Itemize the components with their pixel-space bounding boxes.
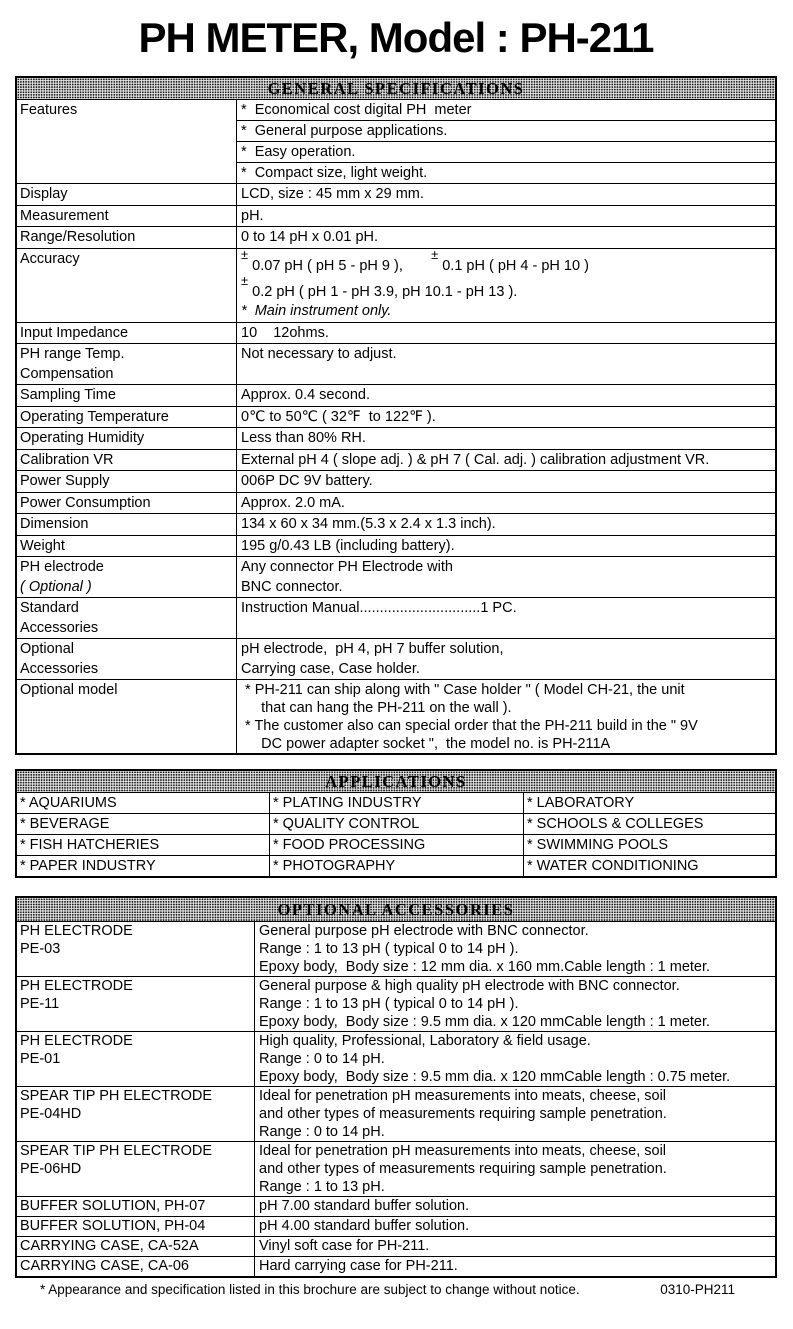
accessory-model: PE-03	[20, 941, 61, 958]
footer-note: * Appearance and specification listed in this brochure are subject to change without notice.	[40, 1282, 580, 1298]
accessory-row-ph-07	[17, 1196, 775, 1216]
accessory-row-pe-03	[17, 921, 775, 976]
spec-label-features: Features	[20, 102, 78, 118]
description-line: Ideal for penetration pH measurements into meats, cheese, soil	[259, 1143, 667, 1160]
label-line: PH range Temp.	[20, 346, 125, 363]
optional-accessories-header: OPTIONAL ACCESSORIES	[277, 900, 515, 920]
description-line: Range : 0 to 14 pH.	[259, 1051, 385, 1068]
application-item: * WATER CONDITIONING	[523, 856, 775, 876]
description-line: Epoxy body, Body size : 9.5 mm dia. x 120 mmCable length : 1 meter.	[259, 1014, 711, 1031]
spec-row-power-supply	[17, 470, 775, 492]
spec-label-optional-accessories	[17, 639, 236, 679]
spec-label-accuracy: Accuracy	[20, 250, 80, 267]
description-line: Range : 1 to 13 pH ( typical 0 to 14 pH ).	[259, 941, 519, 958]
accuracy-line-1	[241, 246, 773, 276]
description-line: Range : 1 to 13 pH.	[259, 1179, 385, 1196]
spec-value-operating-humidity: Less than 80% RH.	[236, 428, 775, 449]
accuracy-text: 0.1 pH ( pH 4 - pH 10 )	[438, 257, 589, 274]
spec-value-accuracy	[236, 246, 775, 322]
application-item: * PAPER INDUSTRY	[20, 858, 156, 875]
description-line: and other types of measurements requiring sample penetration.	[259, 1161, 667, 1178]
accessory-name: SPEAR TIP PH ELECTRODE	[20, 1143, 213, 1160]
value-line: BNC connector.	[241, 578, 343, 595]
applications-header-band	[17, 771, 775, 792]
application-item: * QUALITY CONTROL	[269, 814, 523, 834]
spec-label-operating-temperature: Operating Temperature	[20, 408, 169, 425]
description-line: Range : 0 to 14 pH.	[259, 1124, 385, 1141]
general-specifications-header-band	[17, 78, 775, 99]
feature-item: * Economical cost digital PH meter	[237, 100, 775, 121]
spec-label-standard-accessories	[17, 598, 236, 638]
spec-value-calibration-vr: External pH 4 ( slope adj. ) & pH 7 ( Cal. adj. ) calibration adjustment VR.	[236, 450, 775, 471]
spec-label-ph-range-temp-compensation	[17, 344, 236, 384]
label-line: PH electrode	[20, 559, 104, 576]
accessory-name: PH ELECTRODE	[20, 978, 133, 995]
accessory-label	[17, 1032, 254, 1086]
plus-minus-sign: ±	[241, 246, 249, 262]
description-line: General purpose pH electrode with BNC connector.	[259, 923, 589, 940]
spec-value-measurement: pH.	[236, 206, 775, 227]
plus-minus-sign: ±	[241, 272, 249, 288]
accessory-label	[17, 1142, 254, 1196]
general-specifications-table	[15, 76, 777, 755]
accessory-label	[17, 922, 254, 976]
feature-item: * General purpose applications.	[237, 121, 775, 142]
spec-value-ph-range-temp-compensation: Not necessary to adjust.	[236, 344, 775, 384]
description-line: Epoxy body, Body size : 12 mm dia. x 160 mm.Cable length : 1 meter.	[259, 959, 711, 976]
accessory-description	[254, 922, 775, 976]
spec-label-operating-humidity: Operating Humidity	[20, 430, 145, 447]
accessory-row-pe-04hd	[17, 1086, 775, 1141]
label-line: Standard	[20, 600, 79, 617]
accessory-row-pe-01	[17, 1031, 775, 1086]
label-line-optional: ( Optional )	[20, 578, 92, 595]
spec-row-standard-accessories	[17, 597, 775, 638]
description-line: General purpose & high quality pH electrode with BNC connector.	[259, 978, 680, 995]
spec-value-power-supply: 006P DC 9V battery.	[236, 471, 775, 492]
value-line: * PH-211 can ship along with " Case holder " ( Model CH-21, the unit	[241, 682, 685, 699]
accessory-description: Vinyl soft case for PH-211.	[254, 1237, 775, 1256]
value-line: * The customer also can special order that the PH-211 build in the " 9V	[241, 718, 698, 735]
value-line: that can hang the PH-211 on the wall ).	[241, 700, 512, 717]
spec-label-power-supply: Power Supply	[20, 473, 110, 490]
spec-label-input-impedance: Input Impedance	[20, 324, 129, 341]
spec-label-display: Display	[20, 186, 68, 202]
spec-row-operating-humidity	[17, 427, 775, 449]
accuracy-text: 0.2 pH ( pH 1 - pH 3.9, pH 10.1 - pH 13 ).	[248, 283, 518, 300]
feature-item: * Compact size, light weight.	[241, 165, 428, 181]
value-line: DC power adapter socket ", the model no. is PH-211A	[241, 736, 611, 753]
spec-row-display	[17, 183, 775, 205]
spec-label-optional-model: Optional model	[20, 682, 118, 699]
spec-row-optional-model	[17, 679, 775, 753]
general-specifications-header: GENERAL SPECIFICATIONS	[267, 79, 525, 98]
spec-value-range-resolution: 0 to 14 pH x 0.01 pH.	[236, 227, 775, 248]
spec-row-input-impedance	[17, 322, 775, 344]
applications-row	[17, 813, 775, 834]
plus-minus-sign: ±	[431, 246, 439, 262]
accessory-name: PH ELECTRODE	[20, 923, 133, 940]
accessory-description	[254, 977, 775, 1031]
spec-row-dimension	[17, 513, 775, 535]
spec-value-features	[236, 100, 775, 183]
footer	[15, 1278, 777, 1298]
accuracy-line-2	[241, 272, 773, 302]
spec-row-features	[17, 99, 775, 183]
description-line: Epoxy body, Body size : 9.5 mm dia. x 120 mmCable length : 0.75 meter.	[259, 1069, 731, 1086]
footer-document-code: 0310-PH211	[660, 1282, 735, 1298]
spec-row-ph-range-temp-compensation	[17, 343, 775, 384]
applications-header: APPLICATIONS	[325, 772, 467, 792]
accessory-name: SPEAR TIP PH ELECTRODE	[20, 1088, 213, 1105]
accessory-row-pe-06hd	[17, 1141, 775, 1196]
applications-row	[17, 834, 775, 855]
accessory-name: BUFFER SOLUTION, PH-07	[20, 1198, 206, 1215]
spec-label-dimension: Dimension	[20, 516, 89, 533]
value-line: Carrying case, Case holder.	[241, 660, 420, 677]
accessory-row-ph-04	[17, 1216, 775, 1236]
spec-row-range-resolution	[17, 226, 775, 248]
applications-table	[15, 769, 777, 878]
spec-row-operating-temperature	[17, 406, 775, 428]
value-line: pH electrode, pH 4, pH 7 buffer solution,	[241, 641, 504, 658]
application-item: * SWIMMING POOLS	[523, 835, 775, 855]
spec-value-ph-electrode	[236, 557, 775, 597]
optional-accessories-header-band	[17, 898, 775, 921]
description-line: Ideal for penetration pH measurements into meats, cheese, soil	[259, 1088, 667, 1105]
application-item: * AQUARIUMS	[20, 795, 117, 812]
application-item: * SCHOOLS & COLLEGES	[523, 814, 775, 834]
description-line: and other types of measurements requiring sample penetration.	[259, 1106, 667, 1123]
accessory-row-pe-11	[17, 976, 775, 1031]
accessory-row-ca-52a	[17, 1236, 775, 1256]
spec-row-calibration-vr	[17, 449, 775, 471]
accessory-model: PE-06HD	[20, 1161, 82, 1178]
label-line: Compensation	[20, 365, 114, 382]
spec-label-calibration-vr: Calibration VR	[20, 451, 114, 468]
accessory-name: CARRYING CASE, CA-06	[20, 1258, 189, 1275]
accuracy-text: 0.07 pH ( pH 5 - pH 9 ),	[248, 257, 432, 274]
spec-value-sampling-time: Approx. 0.4 second.	[236, 385, 775, 406]
spec-row-optional-accessories	[17, 638, 775, 679]
optional-accessories-table	[15, 896, 777, 1278]
accessory-model: PE-01	[20, 1051, 61, 1068]
application-item: * PHOTOGRAPHY	[269, 856, 523, 876]
spec-row-ph-electrode	[17, 556, 775, 597]
spec-row-sampling-time	[17, 384, 775, 406]
spec-value-optional-model	[236, 680, 775, 753]
page-title: PH METER, Model : PH-211	[138, 14, 654, 61]
spec-label-weight: Weight	[20, 537, 65, 554]
application-item: * FOOD PROCESSING	[269, 835, 523, 855]
accuracy-note: * Main instrument only.	[241, 303, 392, 320]
label-line: Optional	[20, 641, 75, 658]
accessory-description	[254, 1032, 775, 1086]
label-line: Accessories	[20, 619, 99, 636]
value-line: Any connector PH Electrode with	[241, 559, 453, 576]
spec-value-standard-accessories: Instruction Manual..............................1 PC.	[236, 598, 775, 638]
spec-row-weight	[17, 535, 775, 557]
feature-item: * Easy operation.	[237, 142, 775, 163]
applications-row	[17, 792, 775, 813]
accessory-description: Hard carrying case for PH-211.	[254, 1257, 775, 1276]
spec-row-accuracy	[17, 248, 775, 322]
application-item: * FISH HATCHERIES	[20, 837, 160, 854]
accessory-name: PH ELECTRODE	[20, 1033, 133, 1050]
accessory-name: CARRYING CASE, CA-52A	[20, 1238, 199, 1255]
accessory-label	[17, 977, 254, 1031]
application-item: * PLATING INDUSTRY	[269, 793, 523, 813]
spec-value-optional-accessories	[236, 639, 775, 679]
description-line: Range : 1 to 13 pH ( typical 0 to 14 pH ).	[259, 996, 519, 1013]
spec-value-power-consumption: Approx. 2.0 mA.	[236, 493, 775, 514]
label-line: Accessories	[20, 660, 99, 677]
accessory-model: PE-04HD	[20, 1106, 82, 1123]
accessory-description: pH 7.00 standard buffer solution.	[254, 1197, 775, 1216]
spec-value-weight: 195 g/0.43 LB (including battery).	[236, 536, 775, 557]
spec-value-operating-temperature: 0℃ to 50℃ ( 32℉ to 122℉ ).	[236, 407, 775, 428]
spec-row-power-consumption	[17, 492, 775, 514]
accessory-model: PE-11	[20, 996, 60, 1013]
spec-label-power-consumption: Power Consumption	[20, 494, 151, 511]
application-item: * LABORATORY	[523, 793, 775, 813]
accessory-name: BUFFER SOLUTION, PH-04	[20, 1218, 206, 1235]
description-line: High quality, Professional, Laboratory & field usage.	[259, 1033, 591, 1050]
spec-row-measurement	[17, 205, 775, 227]
spec-label-range-resolution: Range/Resolution	[20, 229, 136, 245]
accessory-description	[254, 1087, 775, 1141]
accessory-description	[254, 1142, 775, 1196]
accessory-label	[17, 1087, 254, 1141]
accessory-row-ca-06	[17, 1256, 775, 1276]
spec-value-input-impedance: 10 12ohms.	[236, 323, 775, 344]
applications-row	[17, 855, 775, 876]
application-item: * BEVERAGE	[20, 816, 110, 833]
spec-value-display: LCD, size : 45 mm x 29 mm.	[236, 184, 775, 205]
spec-label-sampling-time: Sampling Time	[20, 387, 116, 404]
spec-label-measurement: Measurement	[20, 207, 109, 224]
accessory-description: pH 4.00 standard buffer solution.	[254, 1217, 775, 1236]
spec-value-dimension: 134 x 60 x 34 mm.(5.3 x 2.4 x 1.3 inch).	[236, 514, 775, 535]
spec-label-ph-electrode	[17, 557, 236, 597]
